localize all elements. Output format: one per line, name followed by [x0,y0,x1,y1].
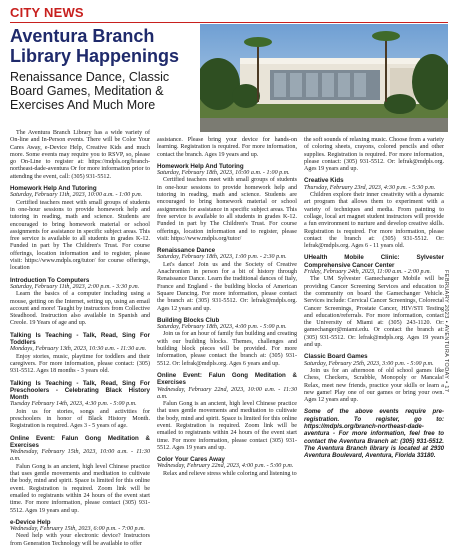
event-falun-gong-2 [157,372,297,452]
library-building-photo [200,24,448,132]
event-body: Falun Gong is an ancient, high level Chinese practice that uses gentle movements and meditation to cultivate the body, mind and spirit. Space is limited for this online event. Registration is required. Zoom link will be emailed to registrants within 24 hours of the event start time. For more information, please contact (305) 931-5512. Ages 19 years and up. [157,401,297,451]
event-e-device-help [10,519,150,548]
event-body-continued: assistance. Please bring your device for hands-on learning. Registration is required. For more information, contact the branch. Ages 19 years and up. [157,137,297,158]
event-body: Learn the basics of a computer including using a mouse, getting on the Internet, setting up, using an email account and more! Taught by instructors from Collective Steadhood. Instruction also available in Spanish and Creole. 19 Years of age and up. [10,291,150,327]
event-title: Talking Is Teaching - Talk, Read, Sing For Toddlers [10,331,150,347]
event-body: Children explore their inner creativity with a dynamic art program that allows them to experiment with a variety of techniques and media. From painting to collage, local art magnet student instructors will provide a fun environment to nurture and develop creative skills. Registration is required. For more information, please contact the branch at: (305) 931-5512. Or: lefrak@mdpls.org. Ages 6 - 11 years old. [304,192,444,250]
event-title: UHealth Mobile Clinic: Sylvester Comprehensive Cancer Center [304,254,444,269]
event-title: Introduction To Computers [10,276,90,284]
event-renaissance-dance [157,247,297,313]
event-title: Homework Help And Tutoring [10,185,97,193]
event-date: Thursday, February 23rd, 2023, 4:30 p.m. - 5:30 p.m. [304,184,436,191]
event-date: Saturday, February 18th, 2023, 10:00 a.m. - 1:00 p.m. [157,170,290,177]
event-body: Join us for an hour of family fun building and creating with our building blocks. Themes, challenges and building block pieces will be provided. For more information, please contact the branch at: (305) 931-5512. Or: lefrak@mdpls.org. Ages 6 years and up. [157,331,297,367]
event-date: Wednesday, February 15th, 2023, 6:00 p.m. - 7:00 p.m. [10,526,146,533]
event-uhealth-mobile-clinic [304,254,444,349]
event-date: Saturday, February 25th, 2023, 3:00 p.m. - 5:00 p.m. [304,360,434,367]
event-date: Saturday, February 11th, 2023, 10:00 a.m. - 1:00 p.m. [10,192,143,199]
registration-note: Some of the above events require pre-registration. To register, go to: https://mdpls.org/branch-northeast-dade-aventura - For more information, feel free to contact the Aventura Branch at: (305) 931-5512. The Aventura Branch library is located at 2930 Aventura Boulevard, Aventura, Florida 33180. [304,408,444,460]
subheadline: Renaissance Dance, Classic Board Games, Meditation & Exercises And Much More [10,70,170,112]
event-title: Online Event: Falun Gong Meditation & Exercises [10,434,150,449]
page-folio: FEBRUARY 2023 • AVENTURA TODAY • 17 [443,270,449,393]
event-date: Wednesday, February 22nd, 2023, 10:00 a.m. - 11:30 a.m. [157,386,297,400]
event-creative-kids [304,177,444,250]
event-date: Tuesday February 14th, 2023, 4:30 p.m. - 5:00 p.m. [10,401,137,408]
event-date: Wednesday, February 15th, 2023, 10:00 a.m. - 11:30 a.m. [10,449,150,463]
event-body: Join us for an afternoon of old school games like Chess, Checkers, Scrabble, Monopoly or Mancala! Relax, meet new friends, practice your skills or learn a new game! Play one of our games or bring your own. Ages 12 years and up. [304,367,444,404]
event-body: Let's dance! Join us and the Society of Creative Anachronism in person for a bit of history through Renaissance Dance. Learn the traditional dances of Italy, France and England - the building blocks of American Square Dancing. For more information, please contact the branch at: (305) 931-5512. Or: lefrak@mdpls.org. Ages 12 years and up. [157,261,297,312]
event-title: Online Event: Falun Gong Meditation & Exercises [157,371,297,387]
event-intro-computers [10,277,150,328]
event-date: Mondays, February 13th, 2023, 10:30 a.m. - 11:30 a.m. [10,346,147,353]
event-title: Color Your Cares Away [157,456,225,464]
event-falun-gong-1 [10,435,150,515]
event-talking-toddlers [10,332,150,376]
event-title: Classic Board Games [304,353,368,361]
event-title: Creative Kids [304,177,344,185]
section-tag: CITY NEWS [10,5,84,20]
event-body: The UM Sylvester Gamechanger Mobile will be providing Cancer Screening Services and education to the community on board the Gamechanger Vehicle. Services include: Cervical Cancer Screenings, Colorectal Cancer Screenings, Prostate Cancer, HIV/STI Testing and education/referrals. For more information, contact the University of Miami at: (305) 243-1120. Or: gamechanger@miami.edu. Or contact the branch at: (305) 931-5512. Or: lefrak@mdpls.org. Ages 19 years and up. [304,276,444,349]
event-title: Renaissance Dance [157,247,216,255]
event-body: Falun Gong is an ancient, high level Chinese practice that uses gentle movements and meditation to cultivate the body, mind and spirit. Space is limited for this online event. Registration is required. Zoom link will be emailed to registrants within 24 hours of the event start time. For more information, please contact (305) 931-5512. Ages 19 years and up. [10,463,150,514]
column-2 [157,137,297,482]
section-rule [10,22,448,23]
event-body: Need help with your electronic device? Instructors from Generation Technology will be available to offer [10,533,150,547]
event-body: Join us for stories, songs and activities for preschoolers in honor of Black History Month. Registration is required. Ages 3 - 5 years of age. [10,408,150,430]
event-date: Friday, February 24th, 2023, 11:00 a.m. - 2:00 p.m. [304,269,431,276]
headline: Aventura Branch Library Happenings [10,26,180,66]
event-homework-help-1 [10,185,150,273]
event-date: Wednesday, February 22nd, 2023, 4:00 p.m. - 5:00 p.m. [157,463,294,470]
event-date: Saturday, February 18th, 2023, 1:00 p.m. - 2:30 p.m. [157,254,287,261]
event-title: Homework Help And Tutoring [157,162,244,170]
event-body-continued: the soft sounds of relaxing music. Choose from a variety of coloring sheets, crayons, colored pencils and other supplies. Registration is required. For more information, please contact: (305) 931-5512. Or: lefrak@mdpls.org. Ages 19 years and up. [304,137,444,173]
event-title: Talking Is Teaching - Talk, Read, Sing For Preschoolers - Celebrating Black History Month [10,379,150,402]
event-classic-board-games [304,353,444,404]
event-color-your-cares [157,456,297,478]
intro-paragraph: The Aventura Branch Library has a wide variety of On-line and In-Person events. There will be Color Your Cares Away, e-Device Help, Creative Kids and much more. Some events may require you to RSVP, so, please go On-Line to register at: https://mdpls.org/branch-northeast-dade-aventura Or for more information prior to attending the event, call: (305) 931-5512. [10,130,150,180]
event-date: Saturday, February 18th, 2023, 4:00 p.m. - 5:00 p.m. [157,324,287,331]
event-title: Building Blocks Club [157,316,220,324]
event-body: Enjoy stories, music, playtime for toddlers and their caregivers. For more information, please contact: (305) 931-5512. Ages 18 months - 3 years old. [10,353,150,375]
event-body: Certified teachers meet with small groups of students in one-hour sessions to provide homework help and tutoring in reading, math and science. Students are encouraged to bring homework material or school assignments for assistance in specific subject areas. This free service is available to all students in grades K-12. Funded in part by The Children's Trust. For course offerings, location information and to register, please visit: https://www.mdpls.org/tutor/ [157,177,297,242]
event-building-blocks [157,317,297,368]
event-body: Relax and relieve stress while coloring and listening to [163,470,297,477]
event-title: e-Device Help [10,518,51,526]
column-3 [304,137,444,463]
event-homework-help-2 [157,163,297,243]
column-1 [10,130,150,552]
event-body: Certified teachers meet with small groups of students in one-hour sessions to provide homework help and tutoring in reading, math and science. Students are encouraged to bring homework material or school assignments for assistance in specific subject areas. This free service is available to all students in grades K-12. Funded in part by The Children's Trust. For course offerings, location information and to register, please visit: https://www.mdpls.org/tutor/ for course offerings, location [10,199,150,272]
event-date: Saturday, February 11th, 2023, 2:00 p.m. - 3:30 p.m. [10,283,140,290]
event-talking-preschoolers [10,380,150,431]
